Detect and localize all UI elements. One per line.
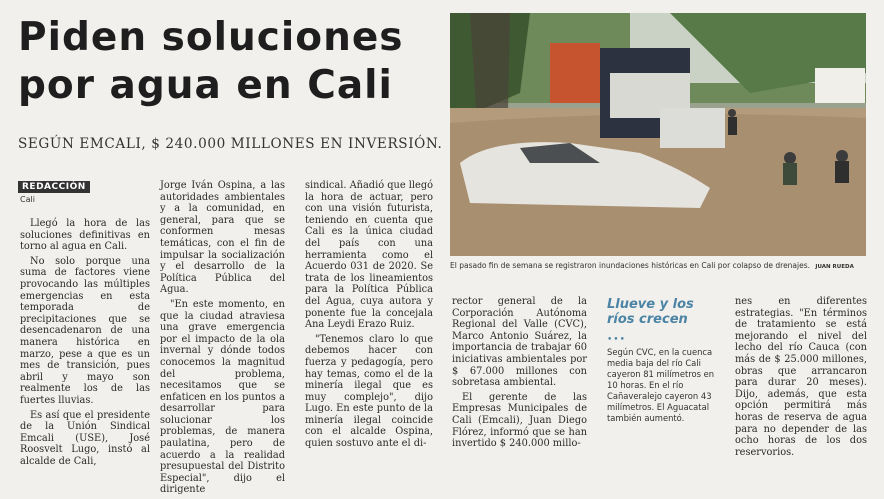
paragraph: rector general de la Corporación Autónoma Regional del Valle (CVC), Marco Antonio Suárez, la importancia de trabajar 60 iniciativas ambientales por $ 67.000 millones con sobretasa ambiental.	[452, 296, 587, 389]
paragraph: No solo porque una suma de factores viene provocando las múltiples emergencias en esta temporada de precipitaciones que se desencadenaron de una manera histórica en marzo, pese a que es un mes de transición, pues abril y mayo son realmente los de las fuertes lluvias.	[20, 255, 150, 406]
article-column-4	[452, 296, 587, 453]
section-tag: REDACCIÓN	[18, 181, 90, 193]
subhead: SEGÚN EMCALI, $ 240.000 MILLONES EN INVERSIÓN.	[18, 136, 443, 152]
article-column-1	[20, 218, 150, 470]
paragraph: sindical. Añadió que llegó la hora de actuar, pero con una visión futurista, teniendo en cuenta que Cali es la única ciudad del país con una herramienta como el Acuerdo 031 de 2020. Se trata de los lineamientos para la Política Pública del Agua, cuya autora y ponente fue la concejala Ana Leydi Erazo Ruiz.	[305, 180, 433, 331]
article-column-3	[305, 180, 433, 453]
photo-caption	[450, 261, 870, 270]
paragraph: Es así que el presidente de la Unión Sindical Emcali (USE), José Roosvelt Lugo, instó al alcalde de Cali,	[20, 409, 150, 467]
flood-scene-image	[450, 13, 866, 256]
caption-text: El pasado fin de semana se registraron inundaciones históricas en Cali por colapso de drenajes.	[450, 261, 811, 270]
headline: Piden soluciones por agua en Cali	[18, 15, 404, 108]
paragraph: Llegó la hora de las soluciones definitivas en torno al agua en Cali.	[20, 218, 150, 253]
sidebar-body: Según CVC, en la cuenca media baja del río Cali cayeron 81 milímetros en 10 horas. En el río Cañaveralejo cayeron 43 milímetros. El Aguacatal también aumentó.	[607, 347, 715, 423]
photo-credit: JUAN RUEDA	[815, 264, 854, 270]
article-column-6	[735, 296, 867, 461]
paragraph: "Tenemos claro lo que debemos hacer con fuerza y pedagogía, pero hay temas, como el de la minería ilegal que es muy complejo", dijo Lugo. En este punto de la minería ilegal coincide con el alcalde Ospina, quien sostuvo ante el di-	[305, 333, 433, 450]
paragraph: nes en diferentes estrategias. "En términos de tratamiento se está mejorando el nivel del lecho del río Cauca (con más de $ 25.000 millones, obras que arrancaron para durar 20 meses). Dijo, además, que esta opción permitirá más horas de reserva de agua para no depender de las ocho horas de los dos reservorios.	[735, 296, 867, 458]
flood-photo	[450, 13, 866, 256]
sidebar-dots: •••	[607, 335, 626, 345]
paragraph: Jorge Iván Ospina, a las autoridades ambientales y a la comunidad, en general, para que se conformen mesas temáticas, con el fin de impulsar la socialización y el desarrollo de la Política Pública del Agua.	[160, 180, 285, 296]
sidebar-title: Llueve y los ríos crecen	[607, 297, 694, 327]
paragraph: El gerente de las Empresas Municipales de Cali (Emcali), Juan Diego Flórez, informó que se han invertido $ 240.000 millo-	[452, 391, 587, 450]
paragraph: "En este momento, en que la ciudad atraviesa una grave emergencia por el impacto de la ola invernal y dónde todos conocemos la magnitud del problema, necesitamos que se enfaticen en los puntos a desarrollar para solucionar los problemas, de manera paulatina, pero de acuerdo a la realidad presupuestal del Distrito Especial", dijo el dirigente	[160, 298, 285, 496]
location-label: Cali	[20, 195, 35, 204]
article-column-2	[160, 180, 285, 499]
